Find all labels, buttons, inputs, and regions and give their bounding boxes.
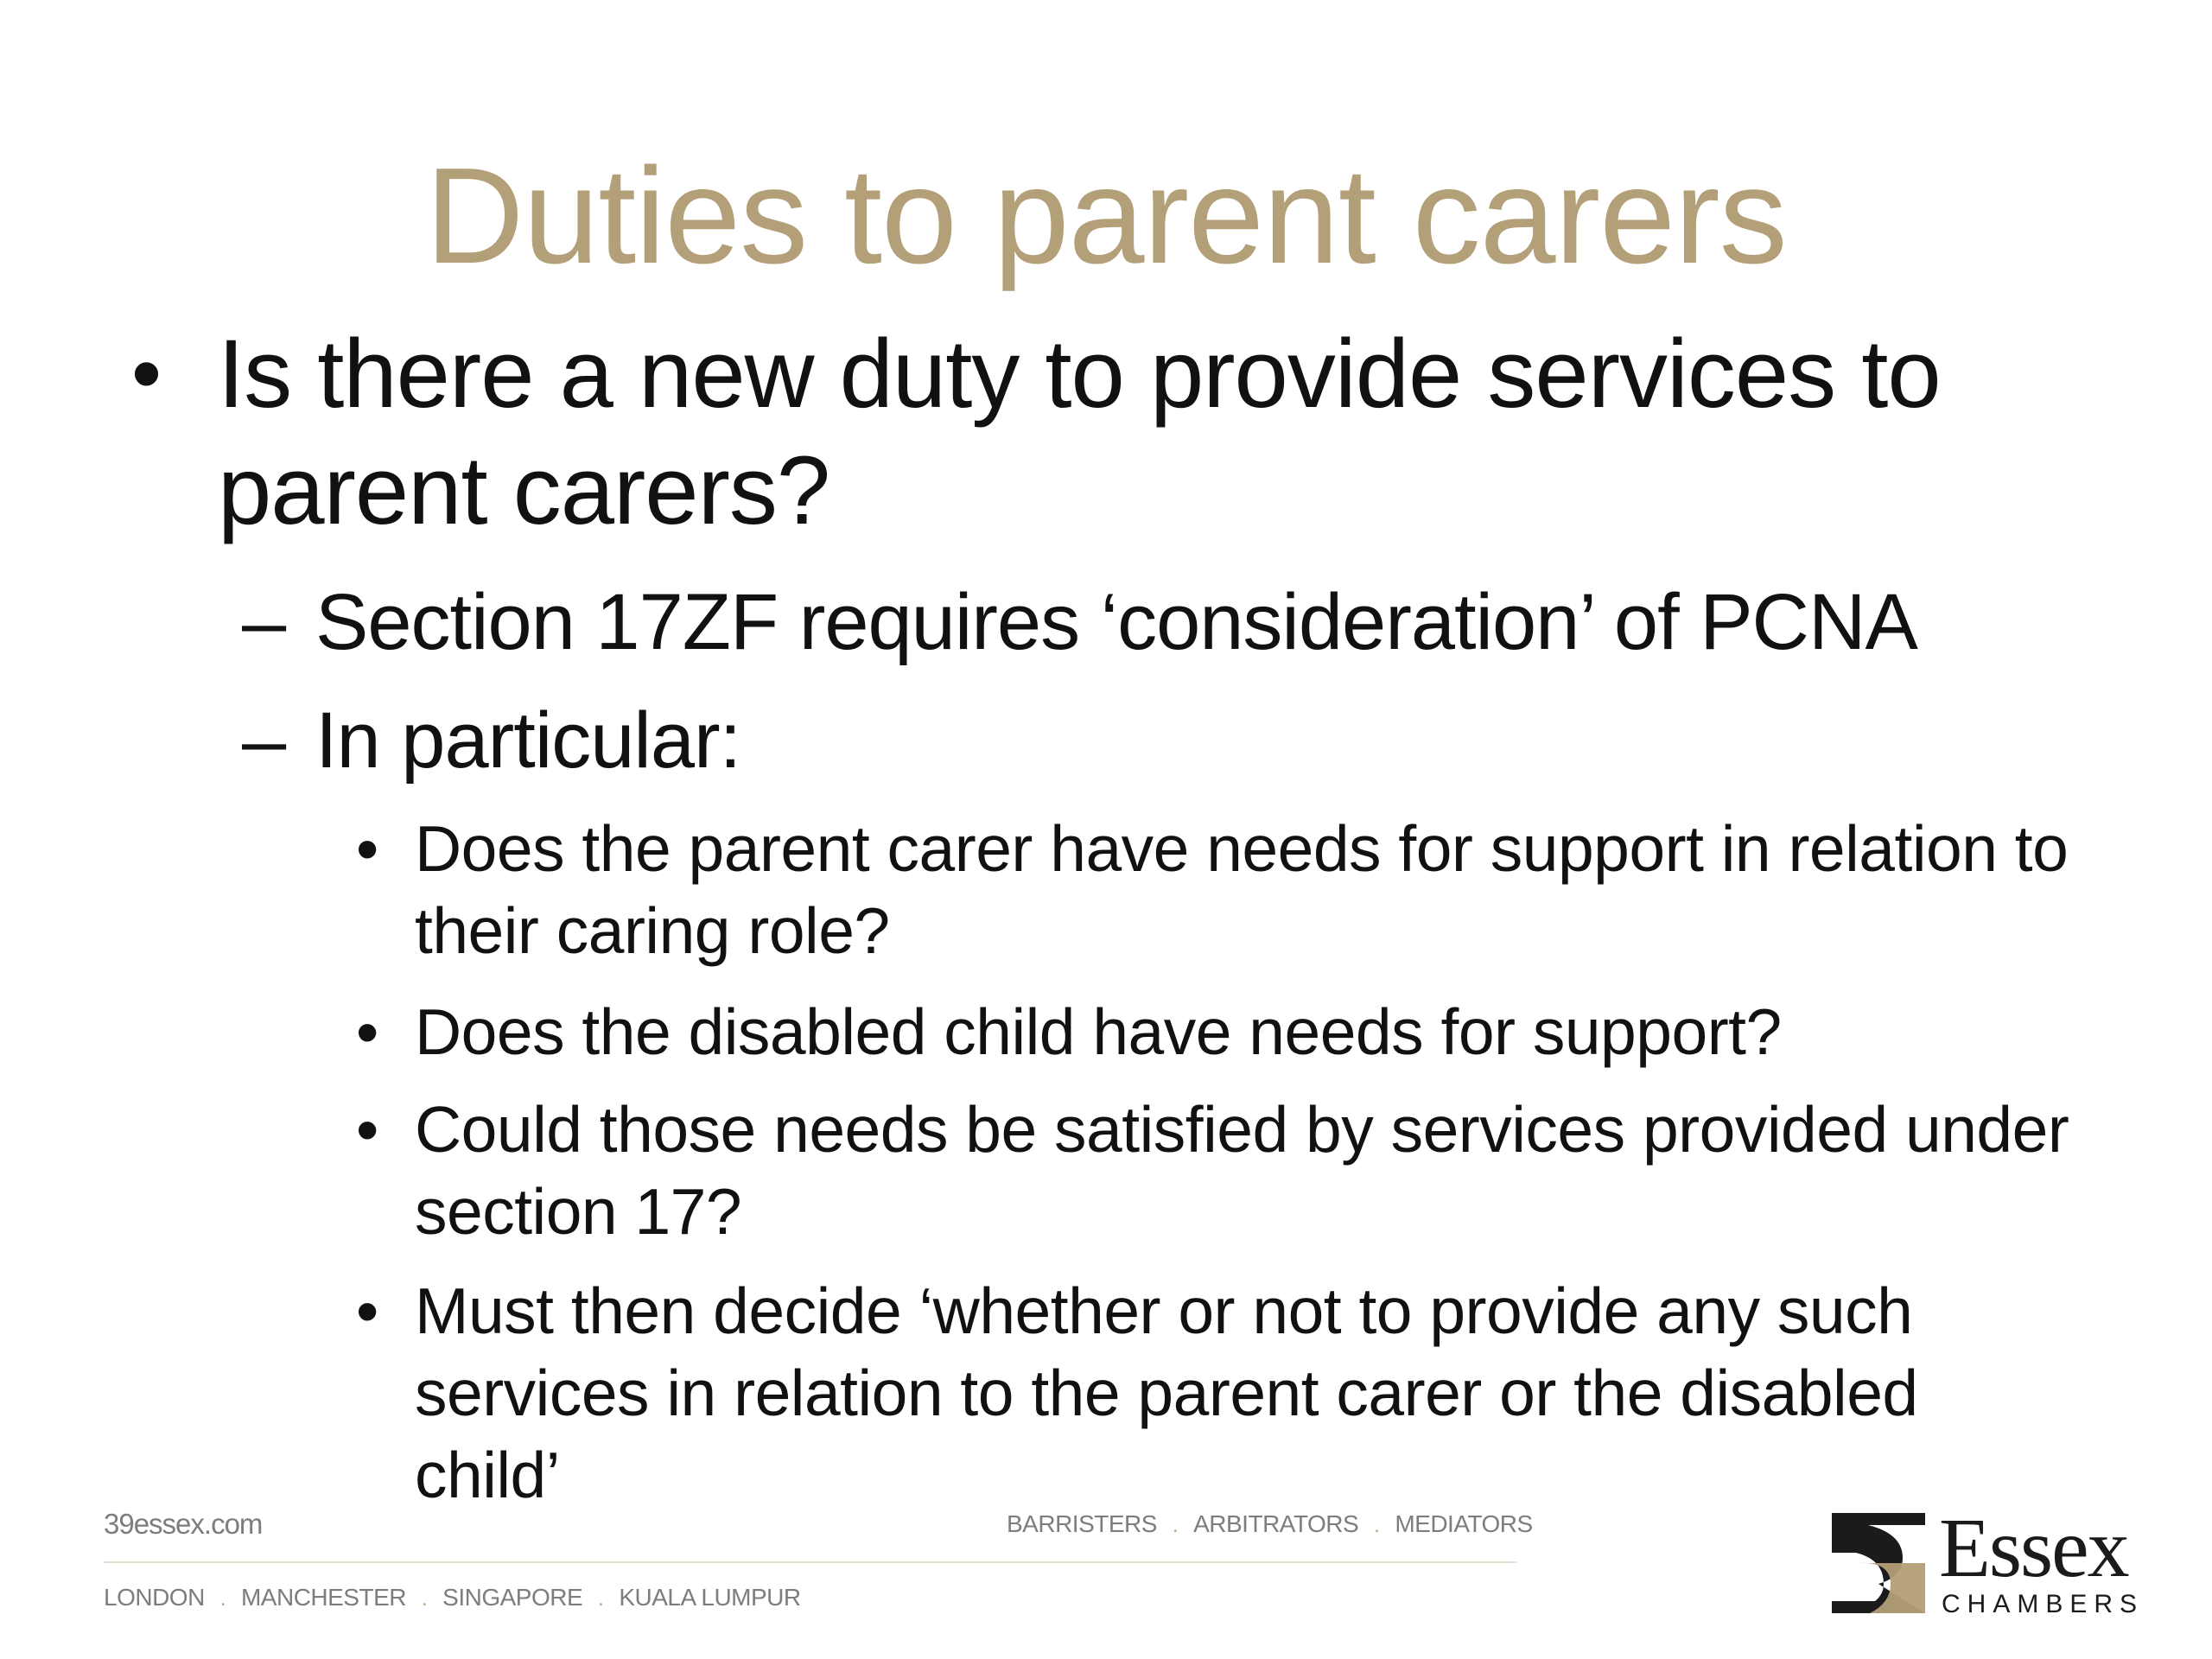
bullet-level-3 <box>356 1089 2074 1253</box>
dash-item-text: In particular: <box>315 696 741 785</box>
footer-separator: . <box>219 1587 226 1611</box>
bullet-text: Does the disabled child have needs for support? <box>415 995 1782 1068</box>
footer-city: SINGAPORE <box>442 1584 583 1611</box>
bullet-text: Is there a new duty to provide services to parent carers? <box>218 320 1941 544</box>
bullet-icon: • <box>131 325 162 422</box>
footer-divider <box>104 1561 1516 1563</box>
footer-role: BARRISTERS <box>1007 1510 1157 1537</box>
bullet-icon: • <box>356 1093 378 1166</box>
bullet-level-3 <box>356 991 2074 1073</box>
dash-icon: – <box>242 578 286 666</box>
footer-separator: . <box>421 1587 428 1611</box>
footer-separator: . <box>1374 1514 1380 1537</box>
footer-roles <box>1007 1510 1533 1538</box>
bullet-level-3 <box>356 1270 2074 1516</box>
bullet-icon: • <box>356 995 378 1068</box>
bullet-level-3 <box>356 808 2074 972</box>
dash-item-level-2 <box>242 689 2044 792</box>
bullet-text: Could those needs be satisfied by services provided under section 17? <box>415 1093 2069 1248</box>
logo-subtitle: CHAMBERS <box>1942 1590 2145 1618</box>
bullet-icon: • <box>356 1274 378 1347</box>
footer-city: LONDON <box>104 1584 205 1611</box>
footer-city: MANCHESTER <box>240 1584 406 1611</box>
bullet-icon: • <box>356 812 378 885</box>
footer-city: KUALA LUMPUR <box>619 1584 801 1611</box>
dash-icon: – <box>242 696 286 785</box>
logo-name: Essex <box>1939 1502 2128 1595</box>
bullet-text: Must then decide ‘whether or not to provide any such services in relation to the parent carer or the disabled child’ <box>415 1274 1918 1511</box>
footer-website: 39essex.com <box>104 1508 263 1540</box>
dash-item-level-2 <box>242 570 2044 674</box>
bullet-level-1 <box>131 315 2032 549</box>
dash-item-text: Section 17ZF requires ‘consideration’ of PCNA <box>315 578 1917 666</box>
footer-role: MEDIATORS <box>1395 1510 1533 1537</box>
slide-title: Duties to parent carers <box>425 140 1787 292</box>
footer-separator: . <box>598 1587 604 1611</box>
footer-role: ARBITRATORS <box>1193 1510 1359 1537</box>
footer-separator: . <box>1172 1514 1179 1537</box>
footer-cities <box>104 1584 801 1611</box>
bullet-text: Does the parent carer have needs for support in relation to their caring role? <box>415 812 2069 967</box>
